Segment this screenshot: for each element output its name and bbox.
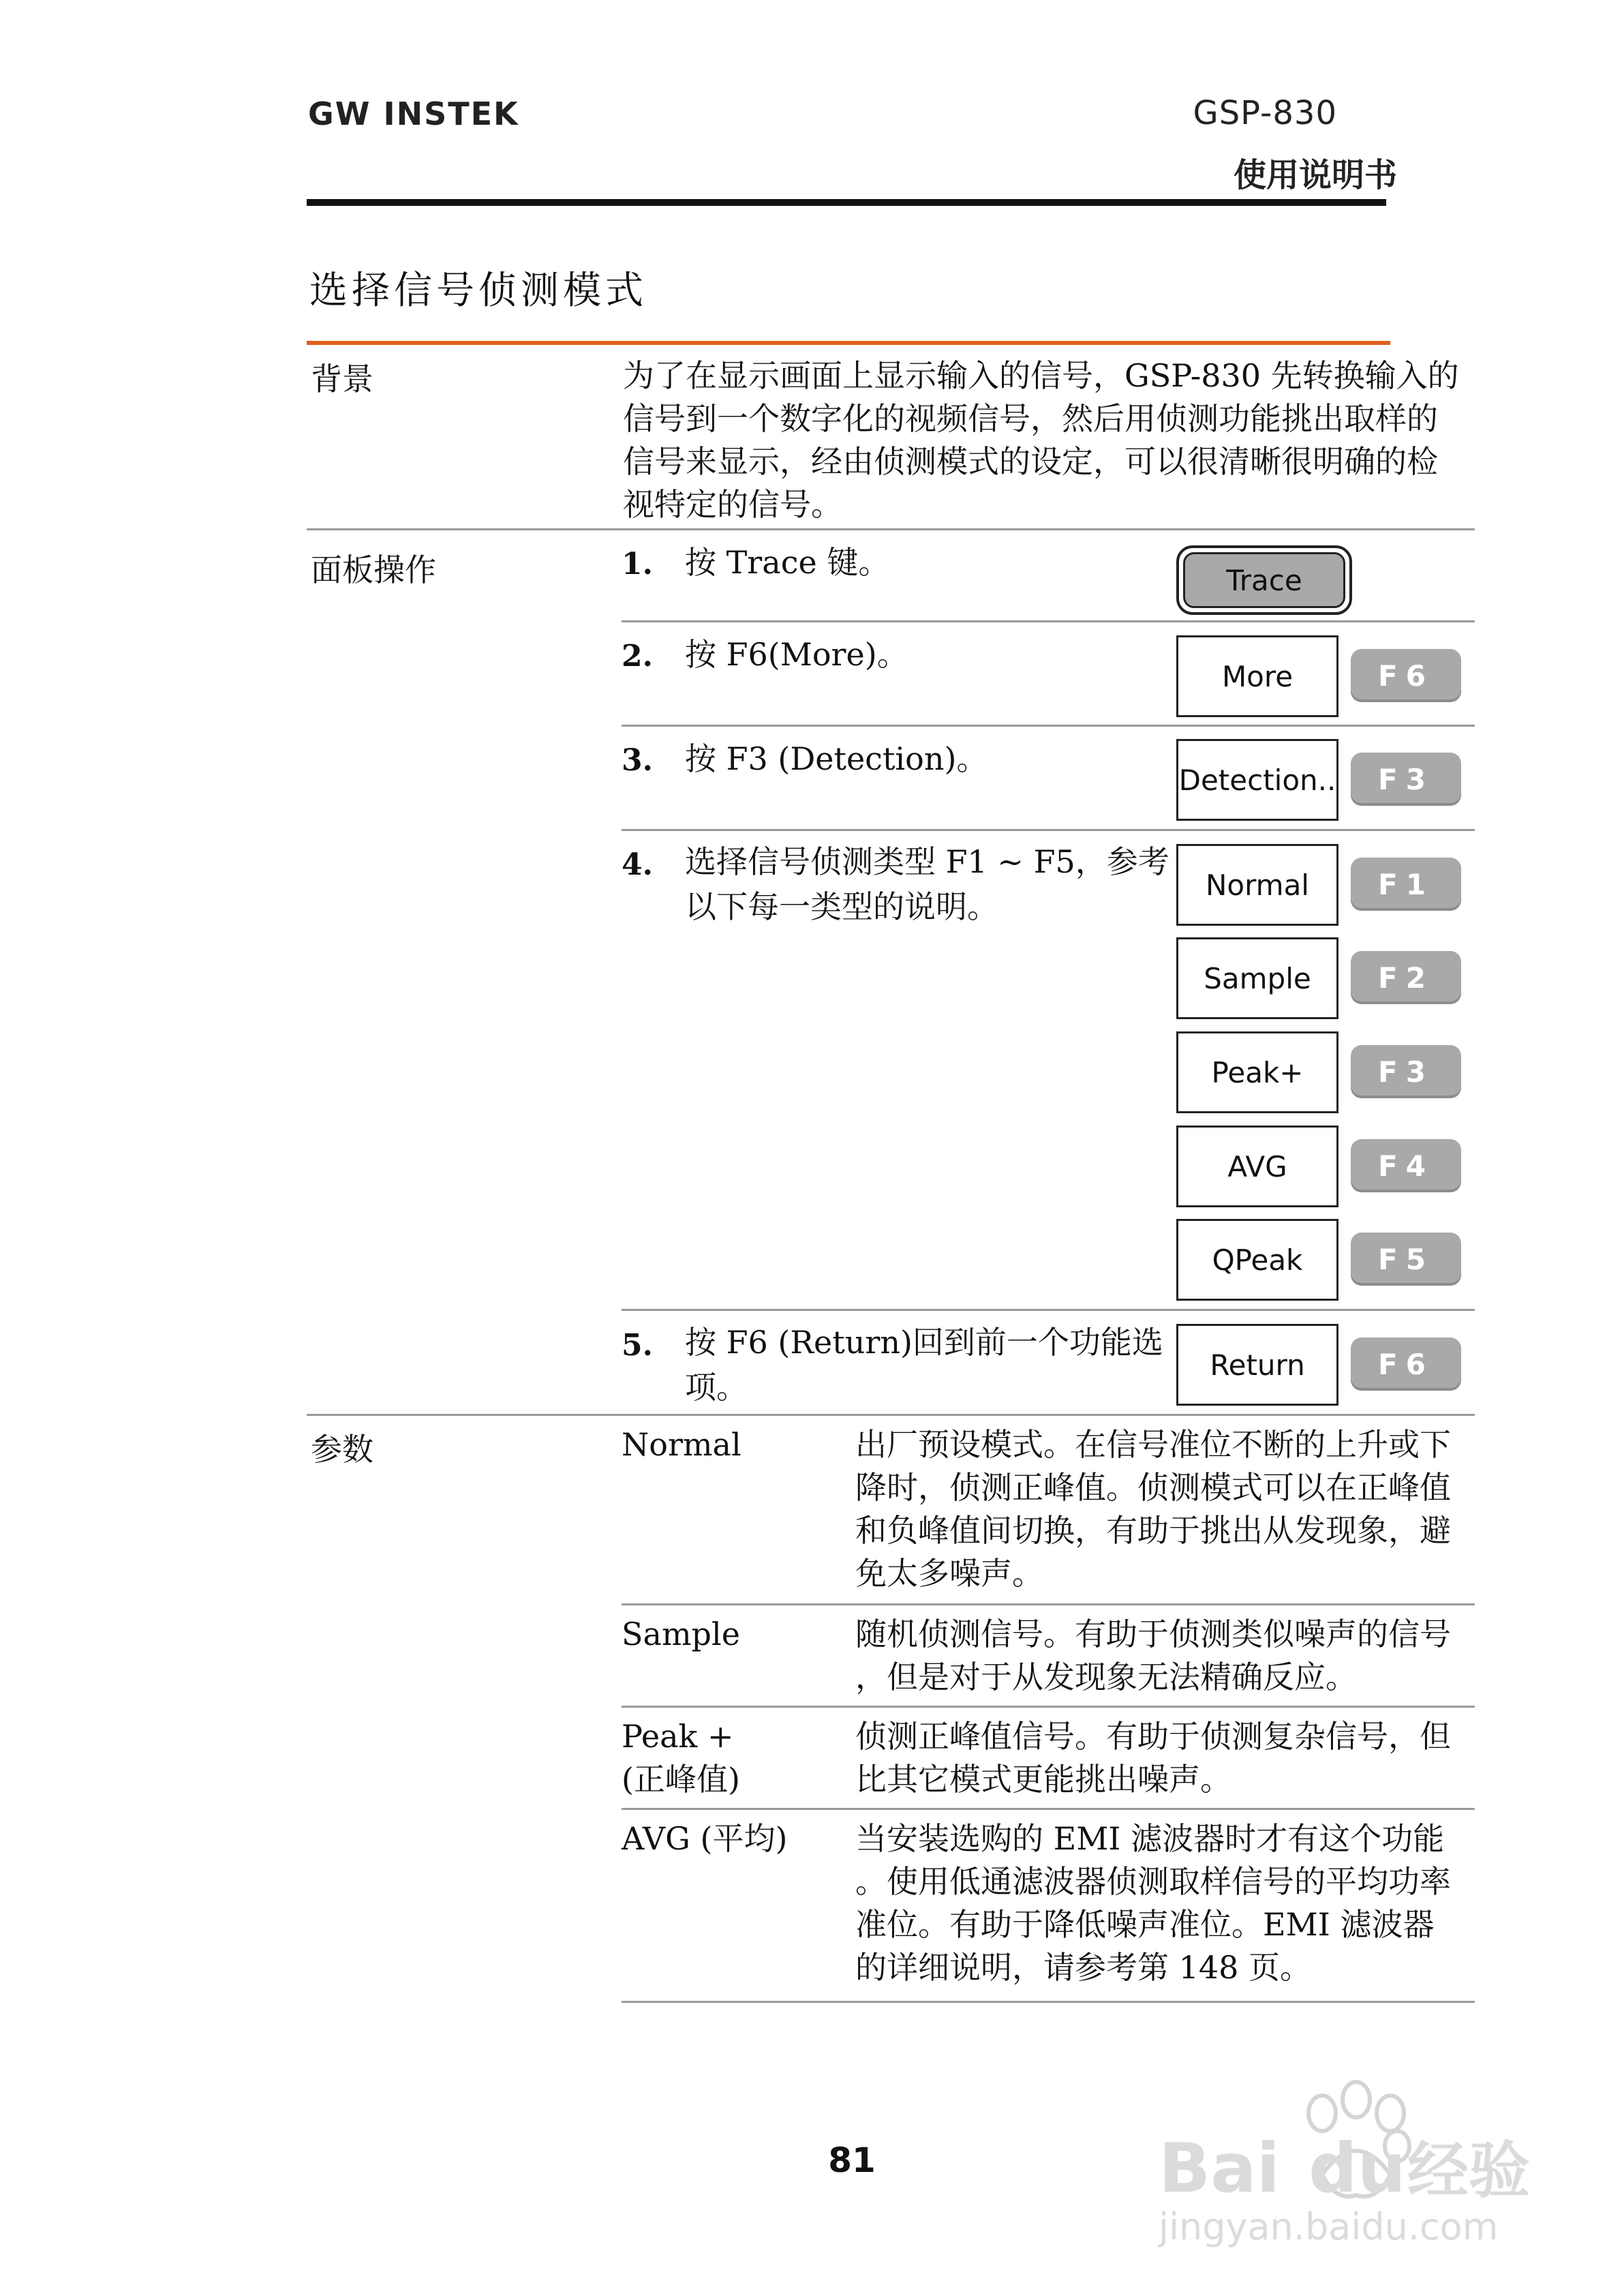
background-line: 信号来显示，经由侦测模式的设定，可以很清晰很明确的检 [623,443,1438,480]
header-rule [307,199,1386,206]
svg-text:经验: 经验 [1407,2135,1530,2207]
param-divider [622,1808,1475,1810]
section-title: 选择信号侦测模式 [309,269,647,313]
param-divider [622,1706,1475,1708]
title-underline [307,341,1390,345]
svg-text:Bai: Bai [1159,2128,1280,2208]
param-description [855,1423,1472,1595]
fkey-f3[interactable]: F3 [1351,1045,1461,1098]
param-name-line: Normal [622,1426,741,1463]
step-text: 按 F6(More)。 [685,636,908,673]
baidu-watermark [1152,2072,1533,2250]
step-number: 3. [622,743,653,778]
param-description [855,1715,1472,1801]
step-text-line: 以下每一类型的说明。 [685,888,998,925]
fkey-f5[interactable]: F5 [1351,1233,1461,1286]
svg-text:du: du [1309,2128,1406,2208]
fkey-f1[interactable]: F1 [1351,858,1461,911]
step-text: 按 Trace 键。 [685,544,890,581]
softkey-normal[interactable]: Normal [1176,844,1338,926]
svg-text:jingyan.baidu.com: jingyan.baidu.com [1159,2205,1499,2248]
param-name [622,1817,787,1860]
fkey-f2[interactable]: F2 [1351,951,1461,1004]
step-divider [622,829,1475,831]
softkey-avg[interactable]: AVG [1176,1126,1338,1207]
manual-title: 使用说明书 [1233,156,1397,194]
fkey-f6[interactable]: F6 [1351,649,1461,702]
param-desc-line: 免太多噪声。 [855,1555,1043,1592]
param-name [622,1715,740,1801]
param-desc-line: 。使用低通滤波器侦测取样信号的平均功率 [855,1863,1451,1900]
softkey-sample[interactable]: Sample [1176,937,1338,1019]
param-description [855,1613,1472,1699]
param-description [855,1817,1472,1989]
background-line: 为了在显示画面上显示输入的信号，GSP-830 先转换输入的 [623,357,1459,394]
background-line: 信号到一个数字化的视频信号，然后用侦测功能挑出取样的 [623,400,1438,437]
params-label: 参数 [311,1431,373,1468]
param-desc-line: 降时，侦测正峰值。侦测模式可以在正峰值 [855,1469,1451,1506]
softkey-qpeak[interactable]: QPeak [1176,1219,1338,1301]
background-paragraph [623,354,1475,526]
step-number: 4. [622,847,653,882]
section-divider [307,528,1475,530]
param-desc-line: 随机侦测信号。有助于侦测类似噪声的信号 [855,1616,1451,1652]
param-desc-line: 和负峰值间切换，有助于挑出从发现象，避 [855,1512,1451,1549]
param-name [622,1423,741,1466]
background-line: 视特定的信号。 [623,486,842,523]
step-text [685,839,1169,929]
step-number: 1. [622,547,653,581]
background-label: 背景 [311,361,373,397]
step-text-line: 选择信号侦测类型 F1 ~ F5，参考 [685,843,1169,880]
param-name-line: (正峰值) [622,1761,740,1798]
param-name-line: AVG (平均) [622,1820,788,1857]
step-text: 按 F3 (Detection)。 [685,740,988,777]
panel-label: 面板操作 [311,552,436,588]
param-name-line: Peak + [622,1718,734,1755]
model-name: GSP-830 [1193,94,1337,132]
section-divider [307,1414,1475,1416]
param-desc-line: 的详细说明，请参考第 148 页。 [855,1949,1312,1986]
trace-key[interactable] [1176,545,1352,615]
fkey-f3[interactable]: F3 [1351,753,1461,806]
step-divider [622,725,1475,727]
param-desc-line: 侦测正峰值信号。有助于侦测复杂信号，但 [855,1718,1451,1755]
param-desc-line: 出厂预设模式。在信号准位不断的上升或下 [855,1426,1451,1463]
trace-key-label: Trace [1183,552,1345,608]
step-number: 2. [622,639,653,674]
param-divider [622,2001,1475,2003]
page-number: 81 [828,2141,876,2180]
step-number: 5. [622,1328,653,1363]
brand-logo: GW INSTEK [308,95,519,132]
step-text-line: 按 F6 (Return)回到前一个功能选 [685,1324,1163,1361]
param-name [622,1613,740,1656]
step-divider [622,620,1475,622]
step-text-line: 项。 [685,1369,748,1406]
step-divider [622,1309,1475,1311]
fkey-f4[interactable]: F4 [1351,1139,1461,1192]
param-desc-line: 当安装选购的 EMI 滤波器时才有这个功能 [855,1820,1445,1857]
fkey-f6[interactable]: F6 [1351,1338,1461,1391]
param-desc-line: 准位。有助于降低噪声准位。EMI 滤波器 [855,1906,1435,1943]
softkey-more[interactable]: More [1176,635,1338,717]
param-desc-line: 比其它模式更能挑出噪声。 [855,1761,1231,1798]
softkey-peak-plus[interactable]: Peak+ [1176,1031,1338,1113]
softkey-return[interactable]: Return [1176,1324,1338,1406]
softkey-detection[interactable]: Detection.. [1176,739,1338,821]
step-text [685,1320,1163,1410]
param-desc-line: ，但是对于从发现象无法精确反应。 [855,1659,1357,1695]
param-divider [622,1603,1475,1605]
param-name-line: Sample [622,1616,740,1652]
